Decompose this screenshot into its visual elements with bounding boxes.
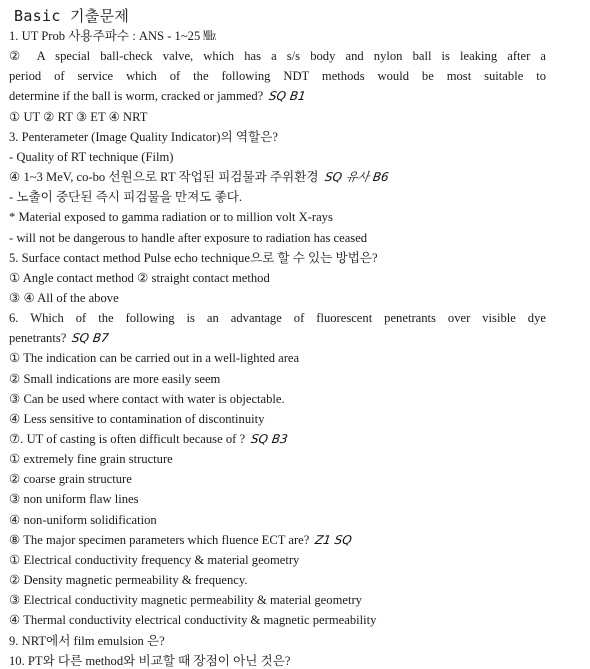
line-text: 3. Penterameter (Image Quality Indicator)의 역할은? xyxy=(9,129,278,144)
line-text: 5. Surface contact method Pulse echo technique으로 할 수 있는 방법은? xyxy=(9,250,378,265)
line-text: - 노출이 중단된 즉시 피검물을 만져도 좋다. xyxy=(9,190,243,205)
text-line xyxy=(9,572,546,588)
line-text: ④ 1~3 MeV, co-bo 선원으로 RT 작업된 피검물과 주위환경 xyxy=(9,170,319,185)
line-text: 9. NRT에서 film emulsion 은? xyxy=(9,633,165,648)
text-line xyxy=(9,68,546,84)
handwritten-note: SQ B1 xyxy=(268,89,307,104)
text-line xyxy=(9,612,546,628)
line-text: ② coarse grain structure xyxy=(9,472,132,487)
text-line xyxy=(9,350,546,366)
line-text: ④ Thermal conductivity electrical conductivity & magnetic permeability xyxy=(9,613,377,628)
handwritten-note: SQ B3 xyxy=(250,432,289,446)
line-text: determine if the ball is worm, cracked or jammed? xyxy=(9,89,264,104)
line-text: ②️ A special ball-check valve, which has a s/s body and nylon ball is leaking after a xyxy=(9,49,546,64)
line-text: - will not be dangerous to handle after exposure to radiation has ceased xyxy=(9,230,368,245)
text-line xyxy=(9,129,546,145)
text-line xyxy=(9,532,546,548)
line-text: ⑦. UT of casting is often difficult because of ? xyxy=(9,432,246,446)
line-text: - Quality of RT technique (Film) xyxy=(9,149,174,164)
text-line xyxy=(9,290,546,306)
line-text: ① extremely fine grain structure xyxy=(9,452,173,467)
text-line xyxy=(9,109,546,125)
page-title: Basic 기출문제 xyxy=(14,7,130,25)
text-line xyxy=(9,149,546,165)
text-line xyxy=(9,552,546,568)
line-text: ② Density magnetic permeability & frequency. xyxy=(9,573,248,588)
line-text: ③ Can be used where contact with water is objectable. xyxy=(9,391,285,406)
line-text: ④ non-uniform solidification xyxy=(9,512,157,527)
text-line xyxy=(9,48,546,64)
line-text: ③ Electrical conductivity magnetic permeability & material geometry xyxy=(9,593,362,608)
text-line xyxy=(9,411,546,427)
text-line xyxy=(9,431,546,447)
text-line xyxy=(9,592,546,608)
text-line xyxy=(9,391,546,407)
text-line xyxy=(9,471,546,487)
line-text: 6. Which of the following is an advantage of fluorescent penetrants over visible dye xyxy=(9,311,546,326)
line-text: ④ Less sensitive to contamination of discontinuity xyxy=(9,411,265,426)
text-line xyxy=(9,189,546,205)
text-line xyxy=(9,310,546,326)
line-text: ① Angle contact method ② straight contact method xyxy=(9,270,270,285)
line-text: ① UT ② RT ③ ET ④ NRT xyxy=(9,109,148,124)
text-line xyxy=(9,371,546,387)
text-line xyxy=(9,169,546,185)
line-text: period of service which of the following NDT methods would be most suitable to xyxy=(9,69,546,84)
text-line xyxy=(9,633,546,649)
line-text: 10. PT와 다른 method와 비교할 때 장점이 아닌 것은? xyxy=(9,653,291,668)
text-line xyxy=(9,653,546,669)
text-line xyxy=(9,250,546,266)
handwritten-note: Z1 SQ xyxy=(314,532,354,547)
line-text: penetrants? xyxy=(9,331,67,346)
text-line xyxy=(9,88,546,104)
text-line xyxy=(9,270,546,286)
line-text: * Material exposed to gamma radiation or to million volt X-rays xyxy=(9,210,333,225)
text-line xyxy=(9,451,546,467)
handwritten-note: SQ 유사 B6 xyxy=(323,170,390,185)
text-line xyxy=(9,209,546,225)
line-text: ② Small indications are more easily seem xyxy=(9,371,221,386)
text-line xyxy=(9,330,546,346)
text-line xyxy=(9,512,546,528)
text-line xyxy=(9,491,546,507)
line-text: ① The indication can be carried out in a well-lighted area xyxy=(9,351,300,366)
line-text: ③ ④ All of the above xyxy=(9,290,119,305)
handwritten-note: SQ B7 xyxy=(71,331,111,346)
line-text: ① Electrical conductivity frequency & material geometry xyxy=(9,552,300,567)
line-text: ③ non uniform flaw lines xyxy=(9,492,139,507)
text-line xyxy=(9,28,546,44)
line-text: 1. UT Prob 사용주파수 : ANS - 1~25 ㎒ xyxy=(9,29,216,43)
text-line xyxy=(9,230,546,246)
line-text: ⑧ The major specimen parameters which fluence ECT are? xyxy=(9,532,310,547)
